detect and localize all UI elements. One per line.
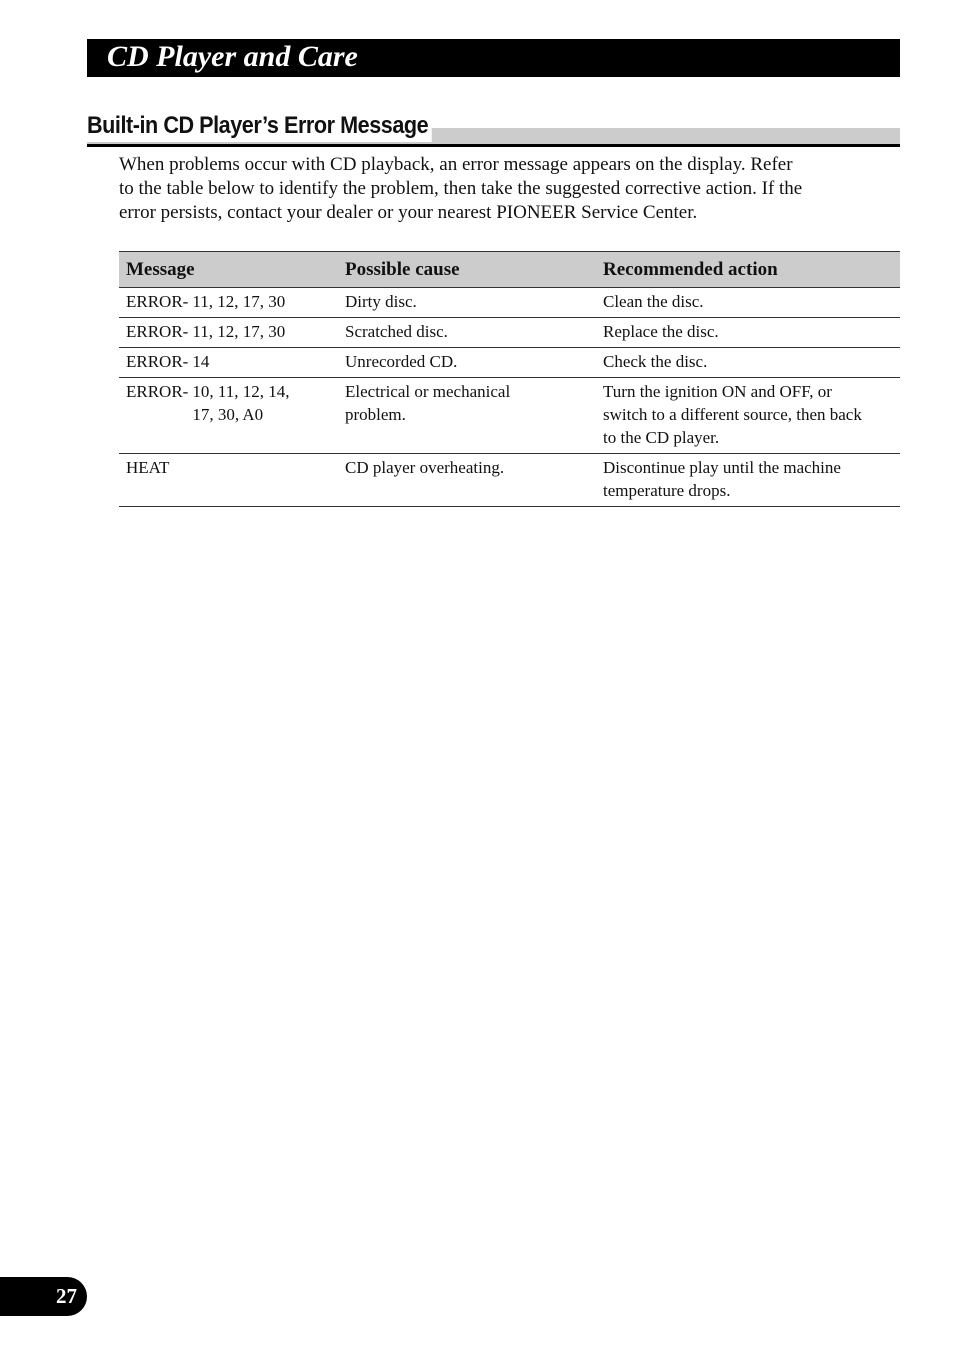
message-prefix: ERROR- xyxy=(126,382,189,401)
action-text: Clean the disc. xyxy=(603,292,704,311)
cause-text: problem. xyxy=(345,405,406,424)
intro-line: When problems occur with CD playback, an error message appears on the display. Refer xyxy=(119,154,793,175)
message-codes: 14 xyxy=(192,352,210,371)
chapter-title: CD Player and Care xyxy=(107,40,358,73)
cell-message xyxy=(119,288,338,318)
cell-action xyxy=(596,348,900,378)
cell-action xyxy=(596,378,900,454)
section-heading-block xyxy=(87,110,900,148)
table-body xyxy=(119,288,900,507)
message-codes: 11, 12, 17, 30 xyxy=(192,322,286,341)
table-row xyxy=(119,288,900,318)
table-header-row xyxy=(119,252,900,288)
message-codes: 10, 11, 12, 14, xyxy=(192,382,290,401)
message-prefix: ERROR- xyxy=(126,292,189,311)
cause-text: Dirty disc. xyxy=(345,292,417,311)
cell-message xyxy=(119,454,338,507)
table-row xyxy=(119,318,900,348)
cell-cause xyxy=(338,378,596,454)
cell-cause xyxy=(338,318,596,348)
message-codes: 11, 12, 17, 30 xyxy=(192,292,286,311)
table-row xyxy=(119,378,900,454)
cell-message xyxy=(119,378,338,454)
cell-cause xyxy=(338,288,596,318)
section-heading: Built-in CD Player’s Error Message xyxy=(87,110,432,142)
action-text: Replace the disc. xyxy=(603,322,719,341)
page-number: 27 xyxy=(56,1284,77,1308)
cell-message xyxy=(119,348,338,378)
cell-cause xyxy=(338,454,596,507)
column-header-action: Recommended action xyxy=(596,252,900,288)
message-prefix: ERROR- xyxy=(126,322,189,341)
cause-text: Unrecorded CD. xyxy=(345,352,458,371)
cell-action xyxy=(596,454,900,507)
message-codes: 17, 30, A0 xyxy=(192,405,264,424)
cell-action xyxy=(596,318,900,348)
action-text: temperature drops. xyxy=(603,481,731,500)
message-prefix: ERROR- xyxy=(126,352,189,371)
cause-text: CD player overheating. xyxy=(345,458,505,477)
intro-line: to the table below to identify the problem, then take the suggested corrective action. If the xyxy=(119,178,803,199)
cause-text: Scratched disc. xyxy=(345,322,448,341)
action-text: Check the disc. xyxy=(603,352,708,371)
column-header-cause: Possible cause xyxy=(338,252,596,288)
section-heading-rule xyxy=(87,144,900,147)
cell-message xyxy=(119,318,338,348)
intro-line: error persists, contact your dealer or your nearest PIONEER Service Center. xyxy=(119,202,698,223)
table-row xyxy=(119,348,900,378)
action-text: to the CD player. xyxy=(603,428,720,447)
cell-cause xyxy=(338,348,596,378)
table-row xyxy=(119,454,900,507)
column-header-message: Message xyxy=(119,252,338,288)
action-text: switch to a different source, then back xyxy=(603,405,862,424)
intro-paragraph xyxy=(119,153,864,225)
message-prefix: HEAT xyxy=(126,458,170,477)
chapter-header-bar xyxy=(87,39,900,77)
page-number-tab xyxy=(0,1277,87,1316)
error-message-table xyxy=(119,251,900,507)
action-text: Turn the ignition ON and OFF, or xyxy=(603,382,832,401)
action-text: Discontinue play until the machine xyxy=(603,458,841,477)
cell-action xyxy=(596,288,900,318)
cause-text: Electrical or mechanical xyxy=(345,382,511,401)
